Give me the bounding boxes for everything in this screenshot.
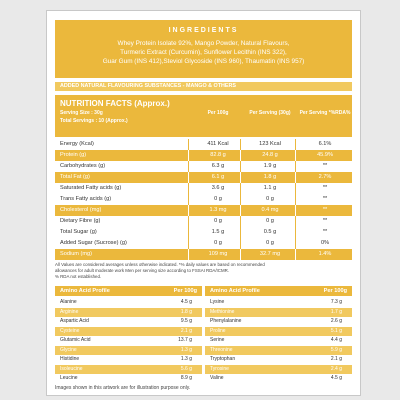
amino-header-value: Per 100g: [173, 288, 197, 294]
nutrient-per100: 0 g: [214, 196, 222, 202]
nutrient-name: Sodium (mg): [60, 251, 93, 257]
ingredients-line: Turmeric Extract (Curcumin), Sunflower Lecithin (INS 322),: [120, 49, 287, 56]
ingredients-title: INGREDIENTS: [168, 27, 239, 34]
amino-row: [55, 374, 202, 383]
nutrient-name: Total Sugar (g): [60, 229, 97, 235]
col-header-perserving: Per Serving (30g): [249, 110, 291, 116]
amino-value: 4.5 g: [180, 299, 192, 305]
nutrition-row: [55, 150, 352, 161]
amino-name: Tyrosine: [210, 365, 229, 372]
amino-row: [55, 355, 202, 364]
nutrient-per100: 6.3 g: [211, 163, 225, 169]
nutrient-perserving: 123 Kcal: [259, 141, 281, 147]
nutrient-name: Cholesterol (mg): [60, 207, 102, 213]
nutrient-per100: 0 g: [214, 240, 222, 246]
total-servings: Total Servings : 10 (Approx.): [60, 118, 128, 124]
column-divider: [240, 139, 241, 150]
nutrient-rda: 2.7%: [318, 174, 332, 180]
nutrient-per100: 0 g: [214, 218, 222, 224]
nutrient-name: Carbohydrates (g): [60, 163, 106, 169]
amino-header-name: Amino Acid Profile: [60, 288, 110, 294]
column-divider: [188, 205, 189, 216]
nutrient-per100: 411 Kcal: [207, 141, 229, 147]
amino-value: 2.6 g: [330, 318, 342, 324]
amino-value: 2.1 g: [180, 327, 192, 334]
amino-value: 8.9 g: [180, 375, 192, 381]
nutrient-name: Saturated Fatty acids (g): [60, 185, 122, 191]
nutrient-rda: **: [322, 196, 328, 202]
nutrient-perserving: 32.7 mg: [259, 251, 281, 257]
nutrition-row: [55, 227, 352, 238]
amino-row: [205, 298, 352, 307]
nutrient-per100: 82.8 g: [210, 152, 226, 158]
column-divider: [188, 161, 189, 172]
amino-value: 9.5 g: [180, 318, 192, 324]
amino-row: [205, 374, 352, 383]
nutrient-rda: **: [322, 207, 328, 213]
column-divider: [295, 161, 296, 172]
nutrient-rda: **: [322, 163, 328, 169]
amino-row: [55, 336, 202, 345]
nutrient-perserving: 0.4 mg: [261, 207, 279, 213]
nutrient-name: Total Fat (g): [60, 174, 90, 180]
amino-name: Serine: [210, 337, 225, 343]
amino-row: [205, 346, 352, 355]
amino-value: 1.8 g: [180, 308, 192, 315]
column-divider: [295, 150, 296, 161]
nutrition-row: [55, 216, 352, 227]
amino-name: Histidine: [60, 356, 80, 362]
ingredients-line: Guar Gum (INS 412),Steviol Glycoside (INS 960), Thaumatin (INS 957): [102, 58, 305, 65]
footnote-line: allowances for adult moderate work Men per serving size according to FSSAI RDA/ICMR.: [55, 268, 229, 273]
disclaimer: Images shown in this artwork are for illustration purpose only.: [55, 385, 191, 391]
nutrient-perserving: 1.1 g: [263, 185, 277, 191]
nutrient-perserving: 1.9 g: [263, 163, 277, 169]
amino-name: Glutamic Acid: [60, 337, 91, 343]
col-header-rda: Per Serving *%RDA%: [299, 110, 351, 116]
nutrient-perserving: 1.8 g: [263, 174, 277, 180]
column-divider: [240, 161, 241, 172]
nutrient-per100: 3.6 g: [211, 185, 225, 191]
amino-row: [55, 317, 202, 326]
amino-row: [55, 308, 202, 317]
nutrient-rda: **: [322, 229, 328, 235]
amino-row: [205, 336, 352, 345]
column-divider: [188, 172, 189, 183]
nutrient-per100: 109 mg: [208, 251, 228, 257]
amino-row: [55, 346, 202, 355]
amino-value: 7.3 g: [330, 299, 342, 305]
amino-row: [205, 327, 352, 336]
nutrient-per100: 1.5 g: [211, 229, 225, 235]
amino-name: Leucine: [60, 375, 78, 381]
amino-header-left: [55, 286, 202, 296]
column-divider: [295, 238, 296, 249]
amino-name: Tryptophan: [210, 356, 236, 362]
amino-name: Glycine: [60, 346, 77, 353]
nutrient-per100: 6.1 g: [211, 174, 225, 180]
nutrient-name: Added Sugar (Sucrose) (g): [60, 240, 127, 246]
nutrient-rda: 45.9%: [317, 152, 333, 158]
nutrient-name: Dietary Fibre (g): [60, 218, 101, 224]
nutrition-row: [55, 249, 352, 260]
serving-size: Serving Size : 30g: [60, 110, 103, 116]
amino-name: Aspartic Acid: [60, 318, 89, 324]
nutrition-row: [55, 183, 352, 194]
nutrition-row: [55, 194, 352, 205]
amino-name: Threonine: [210, 346, 233, 353]
column-divider: [188, 238, 189, 249]
column-divider: [240, 183, 241, 194]
amino-header-right: [205, 286, 352, 296]
nutrition-row: [55, 161, 352, 172]
amino-row: [55, 365, 202, 374]
flavouring-banner: ADDED NATURAL FLAVOURING SUBSTANCES - MANGO & OTHERS: [55, 82, 352, 91]
amino-name: Proline: [210, 327, 226, 334]
column-divider: [188, 227, 189, 238]
nutrient-per100: 1.3 mg: [209, 207, 227, 213]
nutrient-perserving: 24.8 g: [262, 152, 278, 158]
amino-row: [205, 308, 352, 317]
amino-row: [205, 317, 352, 326]
column-divider: [240, 172, 241, 183]
amino-name: Phenylalanine: [210, 318, 242, 324]
column-divider: [295, 183, 296, 194]
amino-row: [205, 355, 352, 364]
footnote: [55, 262, 352, 280]
nutrient-rda: 1.4%: [318, 251, 332, 257]
nutrient-rda: **: [322, 185, 328, 191]
nutrient-name: Energy (Kcal): [60, 141, 94, 147]
amino-name: Arginine: [60, 308, 79, 315]
amino-name: Lysine: [210, 299, 225, 305]
amino-value: 2.4 g: [330, 365, 342, 372]
amino-value: 5.1 g: [330, 327, 342, 334]
amino-row: [205, 365, 352, 374]
column-divider: [295, 139, 296, 150]
ingredients-line: Whey Protein Isolate 92%, Mango Powder, Natural Flavours,: [117, 40, 290, 47]
amino-value: 13.7 g: [178, 337, 192, 343]
column-divider: [188, 194, 189, 205]
nutrition-row: [55, 238, 352, 249]
column-divider: [240, 194, 241, 205]
nutrient-rda: 6.1%: [318, 141, 332, 147]
nutrition-title: NUTRITION FACTS (Approx.): [60, 99, 170, 108]
col-header-per100: Per 100g: [207, 110, 229, 116]
amino-row: [55, 298, 202, 307]
column-divider: [295, 249, 296, 260]
amino-value: 5.6 g: [180, 365, 192, 372]
column-divider: [188, 150, 189, 161]
column-divider: [240, 216, 241, 227]
amino-name: Methionine: [210, 308, 235, 315]
ingredients-panel: [55, 20, 352, 78]
amino-row: [55, 327, 202, 336]
amino-value: 4.5 g: [330, 375, 342, 381]
amino-value: 1.7 g: [330, 308, 342, 315]
column-divider: [295, 205, 296, 216]
amino-value: 4.4 g: [330, 337, 342, 343]
nutrient-rda: **: [322, 218, 328, 224]
column-divider: [240, 227, 241, 238]
column-divider: [295, 194, 296, 205]
column-divider: [188, 216, 189, 227]
amino-name: Isoleucine: [60, 365, 83, 372]
nutrition-header: [55, 95, 352, 137]
column-divider: [240, 150, 241, 161]
column-divider: [188, 139, 189, 150]
column-divider: [240, 249, 241, 260]
amino-acid-table: [55, 286, 352, 385]
amino-value: 2.1 g: [330, 356, 342, 362]
nutrition-label-card: [46, 10, 361, 396]
column-divider: [240, 238, 241, 249]
amino-value: 5.9 g: [330, 346, 342, 353]
nutrition-row: [55, 205, 352, 216]
amino-header-name: Amino Acid Profile: [210, 288, 260, 294]
amino-name: Alanine: [60, 299, 77, 305]
column-divider: [188, 249, 189, 260]
nutrient-perserving: 0.5 g: [263, 229, 277, 235]
nutrition-row: [55, 139, 352, 150]
nutrient-perserving: 0 g: [266, 196, 274, 202]
column-divider: [295, 172, 296, 183]
nutrient-rda: 0%: [320, 240, 330, 246]
nutrient-perserving: 0 g: [266, 240, 274, 246]
amino-value: 1.3 g: [180, 346, 192, 353]
footnote-line: % RDA not established.: [55, 274, 102, 279]
nutrient-perserving: 0 g: [266, 218, 274, 224]
column-divider: [240, 205, 241, 216]
amino-name: Valine: [210, 375, 224, 381]
nutrient-name: Protein (g): [60, 152, 87, 158]
column-divider: [295, 227, 296, 238]
nutrition-row: [55, 172, 352, 183]
amino-name: Cysteine: [60, 327, 80, 334]
amino-value: 1.3 g: [180, 356, 192, 362]
nutrient-name: Trans Fatty acids (g): [60, 196, 112, 202]
column-divider: [188, 183, 189, 194]
amino-header-value: Per 100g: [323, 288, 347, 294]
footnote-line: All Values are considered averages unless otherwise indicated. *% daily values are based on recommended: [55, 262, 265, 267]
column-divider: [295, 216, 296, 227]
